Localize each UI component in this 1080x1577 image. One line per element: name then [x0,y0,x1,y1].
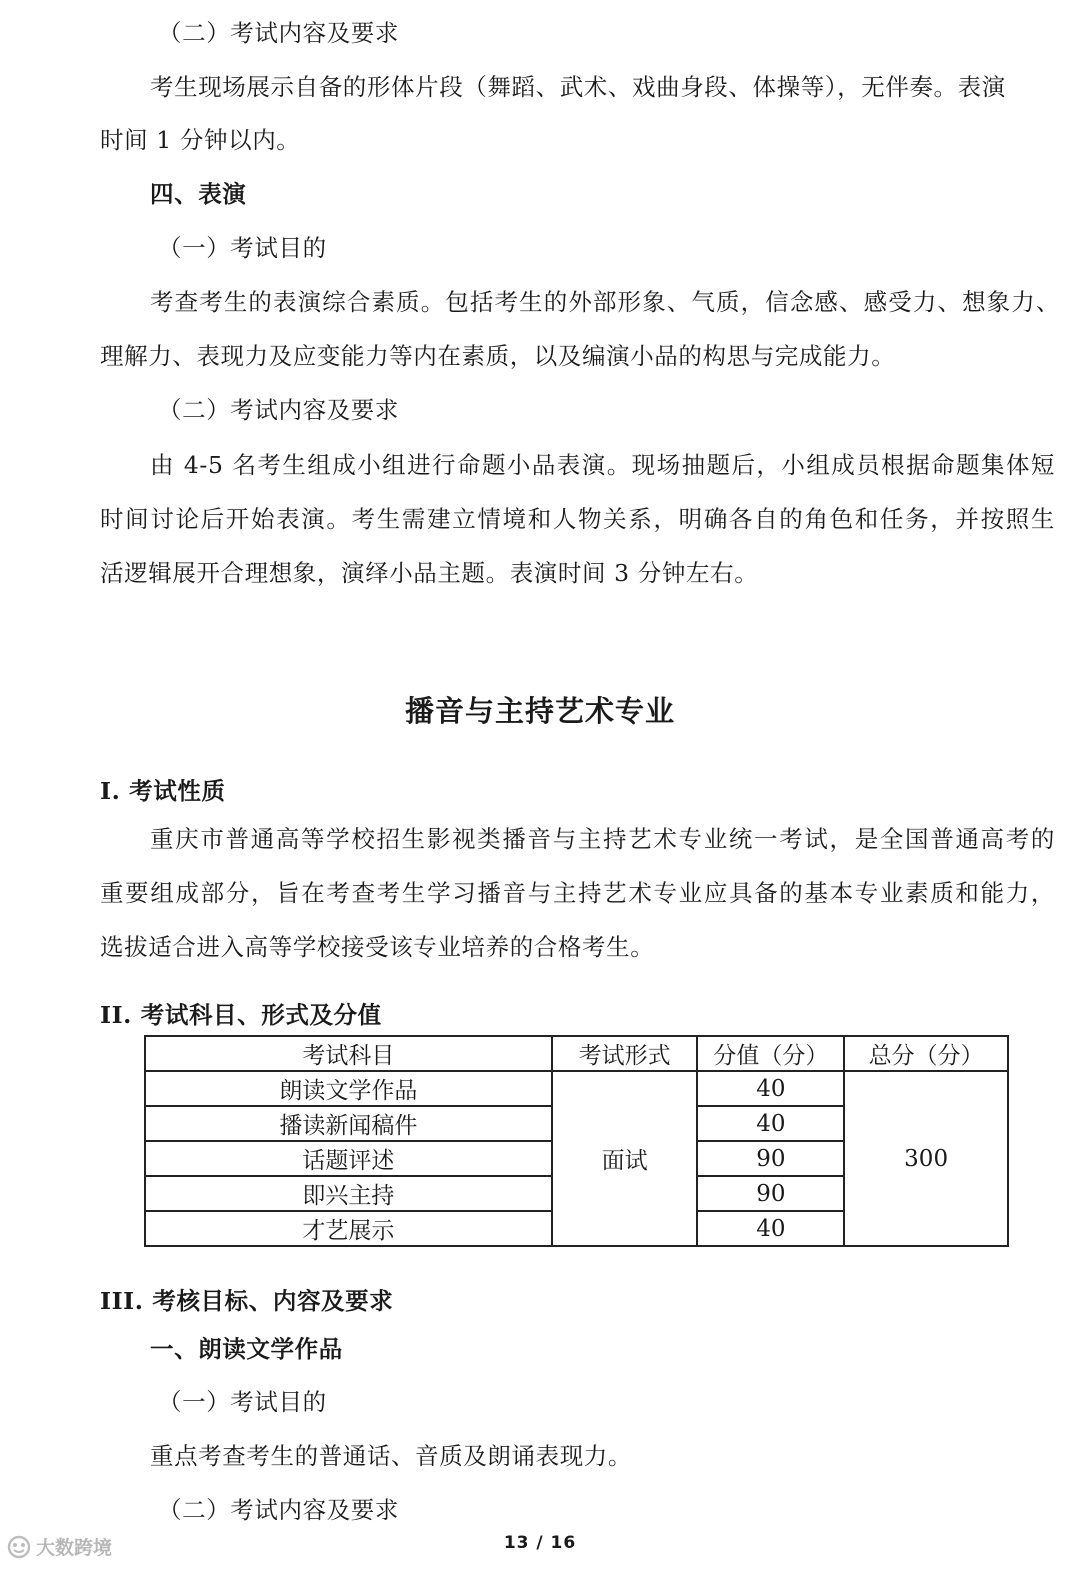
cell-score: 40 [697,1106,844,1141]
paragraph-line: 活逻辑展开合理想象，演绎小品主题。表演时间 3 分钟左右。 [100,559,759,587]
heading-content-requirements: （二）考试内容及要求 [158,19,399,47]
cell-subject: 朗读文学作品 [145,1071,552,1106]
section-heading-objectives: III. 考核目标、内容及要求 [100,1287,394,1315]
section-title: 播音与主持艺术专业 [404,694,675,728]
page-number: 13 / 16 [503,1533,577,1553]
paragraph-line: 选拔适合进入高等学校接受该专业培养的合格考生。 [100,933,655,961]
cell-score: 90 [697,1141,844,1176]
paragraph-line: 重庆市普通高等学校招生影视类播音与主持艺术专业统一考试，是全国普通高考的 [150,825,1055,853]
cell-subject: 话题评述 [145,1141,552,1176]
heading-content-requirements: （二）考试内容及要求 [158,396,399,424]
paragraph-line: 由 4-5 名考生组成小组进行命题小品表演。现场抽题后，小组成员根据命题集体短 [150,451,1055,479]
header-subject: 考试科目 [145,1036,552,1071]
score-table [144,1035,1009,1247]
cell-score: 90 [697,1176,844,1211]
heading-content-requirements: （二）考试内容及要求 [158,1496,399,1524]
section-heading-nature: I. 考试性质 [100,777,226,805]
cell-subject: 播读新闻稿件 [145,1106,552,1141]
heading-exam-purpose: （一）考试目的 [158,234,327,262]
paragraph-line: 时间讨论后开始表演。考生需建立情境和人物关系，明确各自的角色和任务，并按照生 [100,505,1055,533]
header-form: 考试形式 [552,1036,698,1071]
header-total: 总分（分） [844,1036,1008,1071]
table-header-row [145,1036,1008,1071]
cell-form: 面试 [552,1071,698,1246]
heading-exam-purpose: （一）考试目的 [158,1388,327,1416]
cell-subject: 才艺展示 [145,1211,552,1246]
section-heading-subjects: II. 考试科目、形式及分值 [100,1001,382,1029]
cell-subject: 即兴主持 [145,1176,552,1211]
heading-reading-literature: 一、朗读文学作品 [150,1335,343,1363]
cell-score: 40 [697,1211,844,1246]
cell-total: 300 [844,1071,1008,1246]
paragraph-line: 考生现场展示自备的形体片段（舞蹈、武术、戏曲身段、体操等），无伴奏。表演 [150,73,1006,101]
header-score: 分值（分） [697,1036,844,1071]
paragraph-line: 理解力、表现力及应变能力等内在素质，以及编演小品的构思与完成能力。 [100,342,896,370]
paragraph-line: 重点考查考生的普通话、音质及朗诵表现力。 [150,1442,632,1470]
heading-performance: 四、表演 [150,180,247,208]
paragraph-line: 考查考生的表演综合素质。包括考生的外部形象、气质，信念感、感受力、想象力、 [150,288,1060,316]
table-row [145,1071,1008,1106]
cell-score: 40 [697,1071,844,1106]
paragraph-line: 时间 1 分钟以内。 [100,126,301,154]
watermark-text: 大数跨境 [36,1537,113,1559]
paragraph-line: 重要组成部分，旨在考查考生学习播音与主持艺术专业应具备的基本专业素质和能力， [100,879,1055,907]
